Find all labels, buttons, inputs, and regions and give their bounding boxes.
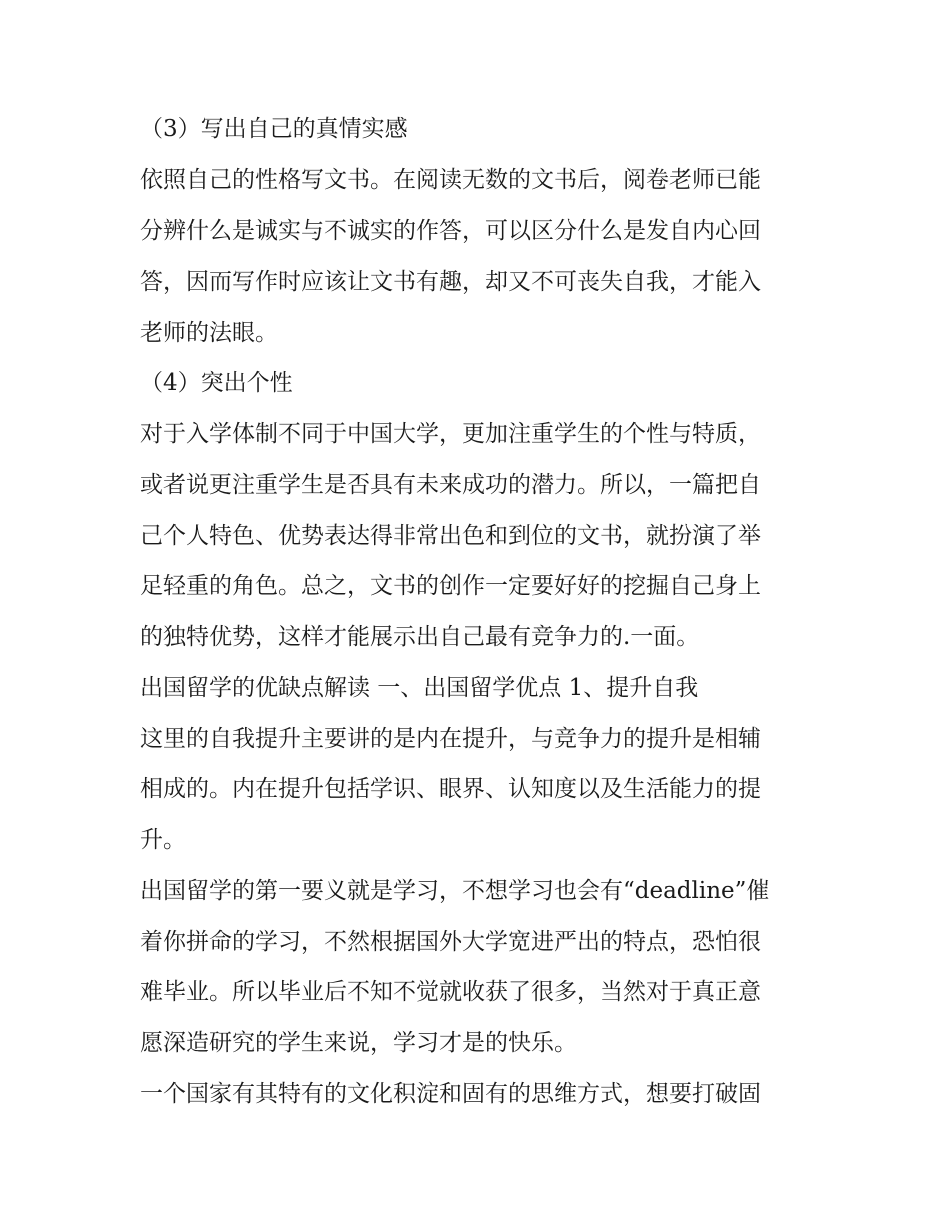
paragraph-line: 这里的自我提升主要讲的是内在提升，与竞争力的提升是相辅 <box>140 726 761 752</box>
subheading-3: （3）写出自己的真情实感 <box>140 116 408 142</box>
paragraph-line: 足轻重的角色。总之，文书的创作一定要好好的挖掘自己身上 <box>140 573 761 599</box>
paragraph-line: 对于入学体制不同于中国大学，更加注重学生的个性与特质， <box>140 421 761 447</box>
paragraph-line: 出国留学的第一要义就是学习，不想学习也会有“deadline”催 <box>140 878 770 904</box>
paragraph-line: 难毕业。所以毕业后不知不觉就收获了很多，当然对于真正意 <box>140 979 761 1005</box>
subheading-4: （4）突出个性 <box>140 370 293 396</box>
paragraph-line: 或者说更注重学生是否具有未来成功的潜力。所以，一篇把自 <box>140 472 761 498</box>
paragraph-line: 相成的。内在提升包括学识、眼界、认知度以及生活能力的提 <box>140 776 761 802</box>
paragraph-line: 的独特优势，这样才能展示出自己最有竞争力的.一面。 <box>140 624 700 650</box>
paragraph-line: 着你拼命的学习，不然根据国外大学宽进严出的特点，恐怕很 <box>140 929 761 955</box>
paragraph-line: 分辨什么是诚实与不诚实的作答，可以区分什么是发自内心回 <box>140 218 761 244</box>
paragraph-line: 己个人特色、优势表达得非常出色和到位的文书，就扮演了举 <box>140 523 761 549</box>
paragraph-line: 老师的法眼。 <box>140 320 278 346</box>
paragraph-line: 依照自己的性格写文书。在阅读无数的文书后，阅卷老师已能 <box>140 167 761 193</box>
section-heading: 出国留学的优缺点解读 一、出国留学优点 1、提升自我 <box>140 675 699 701</box>
paragraph-line: 升。 <box>140 827 186 853</box>
paragraph-line: 愿深造研究的学生来说，学习才是的快乐。 <box>140 1030 577 1056</box>
paragraph-line: 答，因而写作时应该让文书有趣，却又不可丧失自我，才能入 <box>140 269 761 295</box>
paragraph-line: 一个国家有其特有的文化积淀和固有的思维方式，想要打破固 <box>140 1081 761 1107</box>
